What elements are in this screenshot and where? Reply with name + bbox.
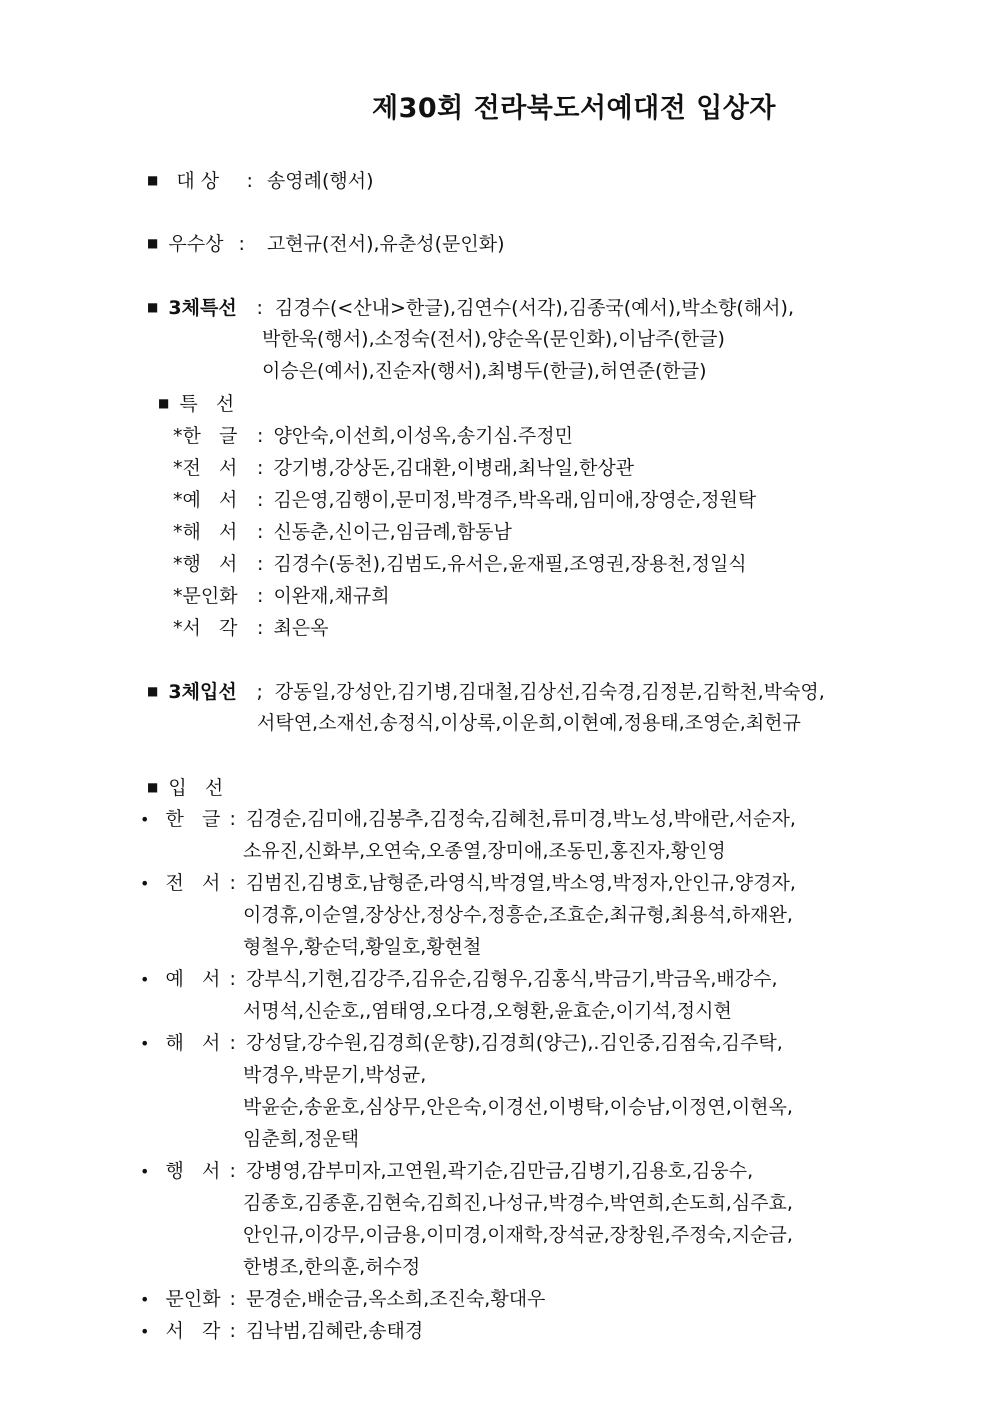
selection-group-jeonseo (140, 867, 796, 899)
square-bullet-icon: ■ (147, 173, 159, 187)
special-row-hangul (173, 420, 573, 452)
selection-group-label: 예 서 (165, 968, 221, 990)
special-heading-text: 특 선 (179, 393, 235, 415)
excellence-prize-sep: : (238, 233, 245, 255)
dot-bullet-icon: • (140, 874, 150, 893)
selection-group-yeseo (140, 963, 778, 995)
selection-group-label: 행 서 (165, 1160, 221, 1182)
three-style-special-line: 이승은(예서),진순자(행서),최병두(한글),허연준(한글) (262, 360, 707, 382)
selection-group-line: 안인규,이강무,이금용,이미경,이재학,장석균,장창원,주정숙,지순금, (243, 1224, 793, 1246)
three-style-special-sep: : (256, 297, 263, 319)
three-style-selection-label: 3체입선 (168, 681, 237, 703)
special-row-seogak (173, 612, 329, 644)
selection-group-sep: : (229, 808, 236, 830)
selection-group-sep: : (229, 1320, 236, 1342)
special-row-label: *서 각 (173, 617, 238, 639)
special-row-sep: : (257, 425, 264, 447)
selection-group-line: 김경순,김미애,김봉추,김정숙,김혜천,류미경,박노성,박애란,서순자, (245, 808, 796, 830)
square-bullet-icon: ■ (147, 300, 159, 314)
square-bullet-icon: ■ (158, 396, 170, 410)
dot-bullet-icon: • (140, 1034, 150, 1053)
selection-group-sep: : (229, 1160, 236, 1182)
special-row-label: *예 서 (173, 489, 238, 511)
three-style-selection-row (147, 675, 825, 707)
square-bullet-icon: ■ (147, 236, 159, 250)
special-row-names: 김경수(동천),김범도,유서은,윤재필,조영권,장용천,정일식 (273, 553, 747, 575)
selection-group-line: 한병조,한의훈,허수정 (243, 1256, 421, 1278)
special-row-label: *한 글 (173, 425, 238, 447)
selection-group-line: 김종호,김종훈,김현숙,김희진,나성규,박경수,박연희,손도희,심주효, (243, 1192, 793, 1214)
selection-group-line: 박경우,박문기,박성균, (243, 1064, 427, 1086)
dot-bullet-icon: • (140, 1322, 150, 1341)
selection-group-line: 소유진,신화부,오연숙,오종열,장미애,조동민,홍진자,황인영 (243, 840, 726, 862)
selection-group-label: 서 각 (165, 1320, 221, 1342)
special-row-names: 양안숙,이선희,이성옥,송기심.주정민 (273, 425, 573, 447)
square-bullet-icon: ■ (147, 780, 159, 794)
selection-heading-text: 입 선 (168, 777, 224, 799)
special-row-sep: : (257, 617, 264, 639)
special-row-sep: : (257, 489, 264, 511)
selection-group-line: 임춘희,정운택 (243, 1128, 360, 1150)
grand-prize-sep: : (246, 170, 253, 192)
selection-group-label: 한 글 (165, 808, 221, 830)
selection-group-line: 박윤순,송윤호,심상무,안은숙,이경선,이병탁,이승남,이정연,이현옥, (243, 1096, 793, 1118)
selection-group-line: 형철우,황순덕,황일호,황현철 (243, 936, 482, 958)
dot-bullet-icon: • (140, 1162, 150, 1181)
selection-group-sep: : (229, 968, 236, 990)
special-row-names: 강기병,강상돈,김대환,이병래,최낙일,한상관 (273, 457, 635, 479)
dot-bullet-icon: • (140, 810, 150, 829)
excellence-prize-label: 우수상 (168, 233, 224, 255)
selection-group-line: 강부식,기현,김강주,김유순,김형우,김홍식,박금기,박금옥,배강수, (245, 968, 778, 990)
grand-prize-row (147, 164, 374, 196)
document-title: 제30회 전라북도서예대전 입상자 (372, 93, 776, 124)
three-style-special-line: 김경수(<산내>한글),김연수(서각),김종국(예서),박소향(해서), (274, 297, 794, 319)
selection-group-line: 강병영,감부미자,고연원,곽기순,김만금,김병기,김용호,김웅수, (245, 1160, 754, 1182)
three-style-special-line: 박한욱(행서),소정숙(전서),양순옥(문인화),이남주(한글) (262, 328, 725, 350)
dot-bullet-icon: • (140, 970, 150, 989)
selection-group-line: 문경순,배순금,옥소희,조진숙,황대우 (245, 1288, 546, 1310)
special-row-haengseo (173, 548, 747, 580)
selection-group-label: 해 서 (165, 1032, 221, 1054)
special-row-names: 이완재,채규희 (273, 585, 390, 607)
selection-group-sep: : (229, 1032, 236, 1054)
selection-group-sep: : (229, 1288, 236, 1310)
dot-bullet-icon: • (140, 1290, 150, 1309)
excellence-prize-row (147, 227, 504, 259)
special-row-haeseo (173, 516, 512, 548)
three-style-selection-line: 서탁연,소재선,송정식,이상록,이운희,이현예,정용태,조영순,최헌규 (257, 712, 801, 734)
special-row-sep: : (257, 585, 264, 607)
square-bullet-icon: ■ (147, 684, 159, 698)
special-row-yeseo (173, 484, 756, 516)
special-row-munin (173, 580, 390, 612)
grand-prize-names: 송영례(행서) (266, 170, 374, 192)
special-row-label: *행 서 (173, 553, 238, 575)
special-row-sep: : (257, 457, 264, 479)
selection-group-line: 김낙범,김혜란,송태경 (245, 1320, 424, 1342)
special-row-label: *전 서 (173, 457, 238, 479)
three-style-selection-line: 강동일,강성안,김기병,김대철,김상선,김숙경,김정분,김학천,박숙영, (274, 681, 825, 703)
three-style-selection-sep: ; (256, 681, 263, 703)
selection-section-heading (147, 771, 223, 803)
excellence-prize-names: 고현규(전서),유춘성(문인화) (266, 233, 505, 255)
special-row-names: 신동춘,신이근,임금례,함동남 (273, 521, 512, 543)
selection-group-sep: : (229, 872, 236, 894)
special-row-sep: : (257, 553, 264, 575)
three-style-special-label: 3체특선 (168, 297, 237, 319)
selection-group-label: 문인화 (165, 1288, 221, 1310)
special-row-names: 김은영,김행이,문미정,박경주,박옥래,임미애,장영순,정원탁 (273, 489, 757, 511)
selection-group-munin (140, 1283, 545, 1315)
grand-prize-label: 대 상 (176, 170, 220, 192)
selection-group-line: 이경휴,이순열,장상산,정상수,정흥순,조효순,최규형,최용석,하재완, (243, 904, 793, 926)
selection-group-seogak (140, 1315, 423, 1347)
selection-group-haeseo (140, 1027, 783, 1059)
special-row-label: *해 서 (173, 521, 238, 543)
selection-group-hangul (140, 803, 796, 835)
three-style-special-row (147, 291, 794, 323)
special-row-sep: : (257, 521, 264, 543)
special-row-label: *문인화 (173, 585, 238, 607)
special-row-names: 최은옥 (273, 617, 329, 639)
selection-group-haengseo (140, 1155, 753, 1187)
selection-group-line: 김범진,김병호,남형준,라영식,박경열,박소영,박정자,안인규,양경자, (245, 872, 796, 894)
selection-group-label: 전 서 (165, 872, 221, 894)
selection-group-line: 서명석,신순호,,염태영,오다경,오형환,윤효순,이기석,정시현 (243, 1000, 732, 1022)
special-row-jeonseo (173, 452, 634, 484)
special-section-heading (158, 387, 234, 419)
selection-group-line: 강성달,강수원,김경희(운향),김경희(양근),.김인중,김점숙,김주탁, (245, 1032, 783, 1054)
